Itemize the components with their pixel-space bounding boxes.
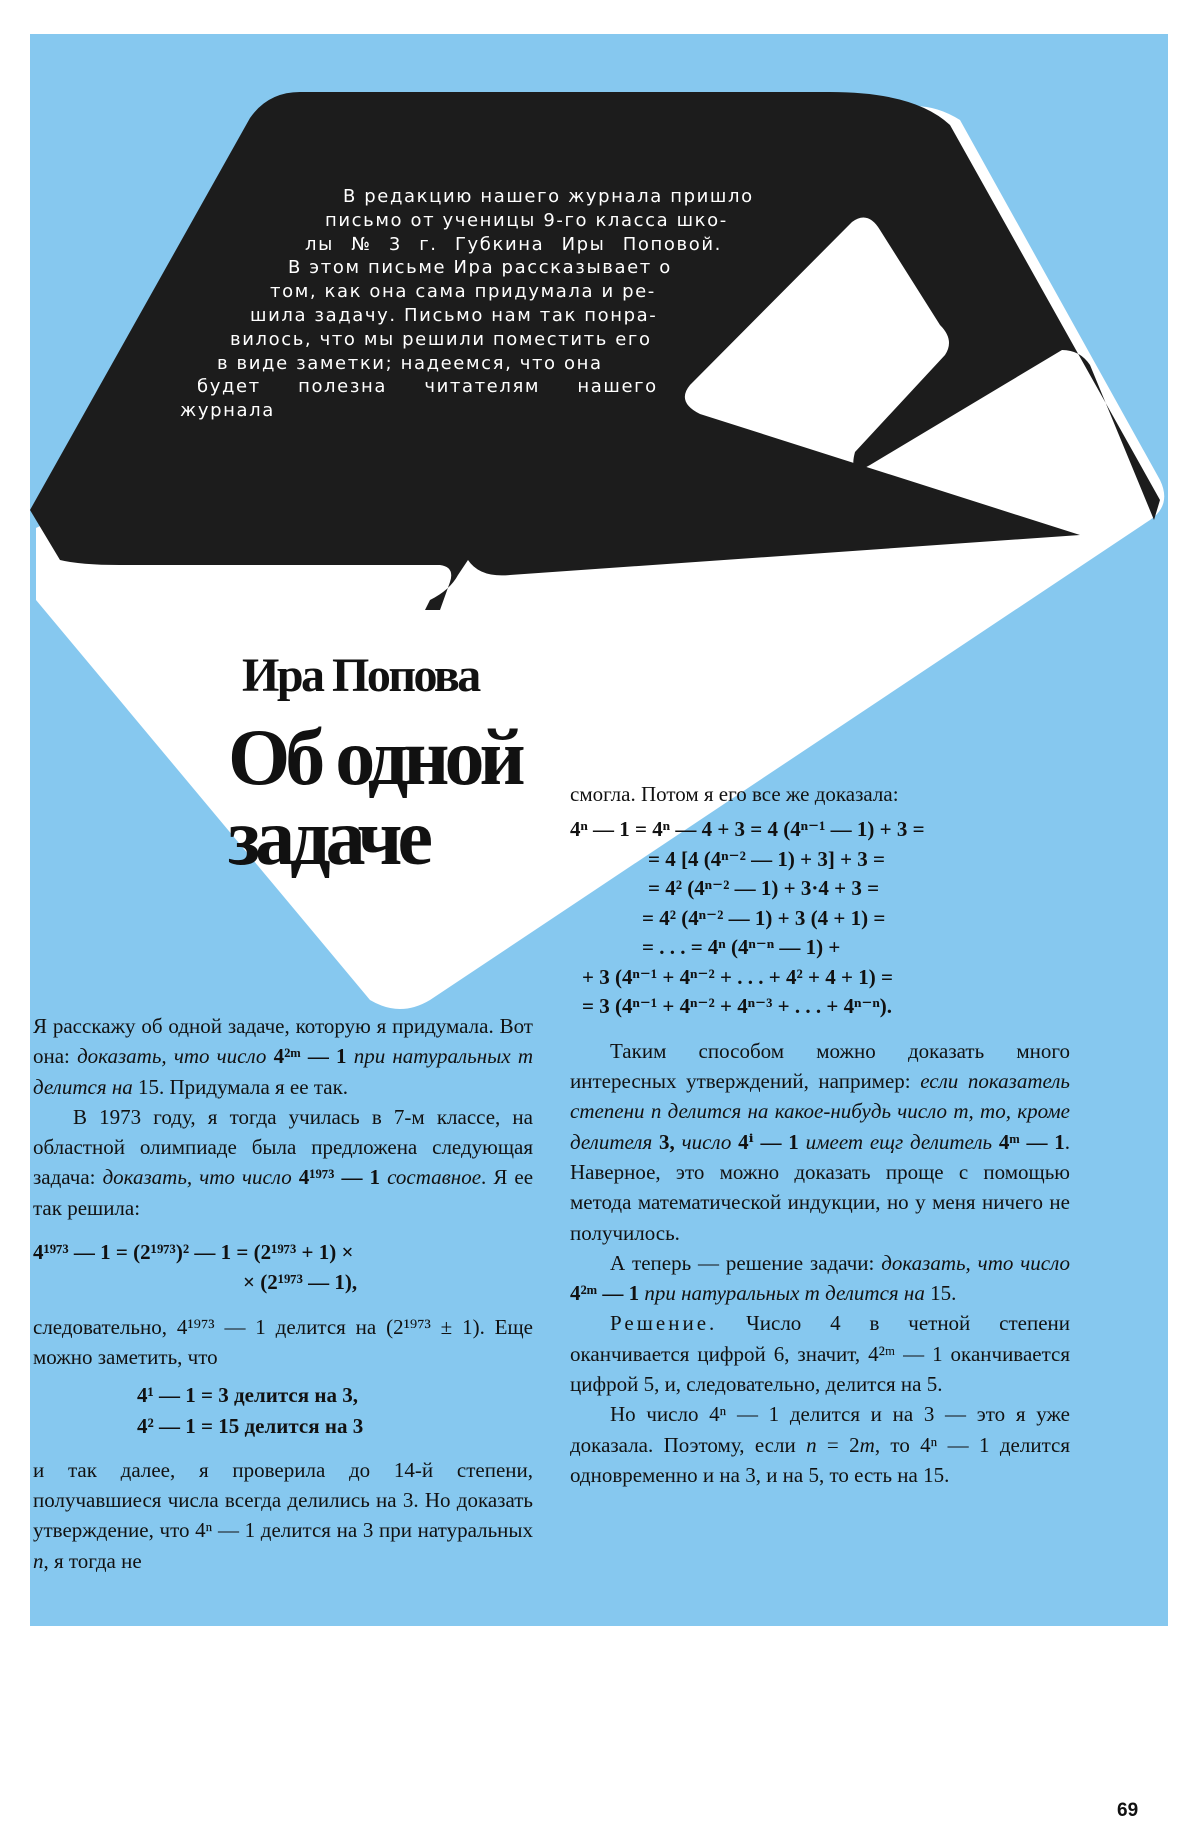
paragraph: смогла. Потом я его все же доказала:: [570, 782, 899, 806]
equation-line: = 3 (4ⁿ⁻¹ + 4ⁿ⁻² + 4ⁿ⁻³ + . . . + 4ⁿ⁻ⁿ).: [582, 994, 893, 1019]
title-line: Об одной: [228, 714, 521, 802]
equation-block: [570, 815, 1070, 1022]
intro-line: шила задачу. Письмо нам так понра-: [250, 304, 658, 326]
equation-line: = 4² (4ⁿ⁻² — 1) + 3 (4 + 1) =: [642, 905, 886, 930]
paragraph: Таким способом можно доказать много интересных утверждений, например: если показатель степени n делится на какое-нибудь число m, то, кроме делителя 3, число 4ⁱ — 1 имеет ещг делитель 4ᵐ — 1. Наверное, это можно доказать проще с помощью метода математической индукции, но у меня ничего не получилось.: [570, 1038, 1071, 1245]
title-line: задаче: [228, 794, 429, 882]
intro-text: [175, 185, 775, 423]
paragraph: следовательно, 4¹⁹⁷³ — 1 делится на (2¹⁹⁷³ ± 1). Еще можно заметить, что: [33, 1314, 533, 1369]
paragraph: А теперь — решение задачи: доказать, что число 4²ᵐ — 1 при натуральных m делится на 15.: [570, 1250, 1070, 1306]
equation-line: 4ⁿ — 1 = 4ⁿ — 4 + 3 = 4 (4ⁿ⁻¹ — 1) + 3 =: [570, 817, 925, 842]
equation-line: × (2¹⁹⁷³ — 1),: [243, 1270, 358, 1295]
equation-line: 4¹⁹⁷³ — 1 = (2¹⁹⁷³)² — 1 = (2¹⁹⁷³ + 1) ×: [33, 1240, 354, 1265]
intro-line: письмо от ученицы 9-го класса шко-: [325, 209, 728, 231]
paragraph: Я расскажу об одной задаче, которую я придумала. Вот она: доказать, что число 4²ᵐ — 1 при натуральных m делится на 15. Придумала я ее так.: [33, 1014, 533, 1099]
intro-line: вилось, что мы решили поместить его: [230, 328, 652, 350]
page-number: 69: [1117, 1800, 1139, 1821]
intro-line: том, как она сама придумала и ре-: [270, 281, 656, 303]
author-name: Ира Попова: [242, 649, 479, 702]
paragraph: Решение. Число 4 в четной степени оканчивается цифрой 6, значит, 4²ᵐ — 1 оканчивается цифрой 5, и, следовательно, делится на 5.: [570, 1311, 1070, 1397]
left-column: [33, 1011, 533, 1576]
right-column: [570, 779, 1070, 1490]
equation-block: [33, 1237, 533, 1298]
equation-line: = 4 [4 (4ⁿ⁻² — 1) + 3] + 3 =: [648, 846, 886, 871]
paragraph: и так далее, я проверила до 14-й степени, получавшиеся числа всегда делились на 3. Но доказать утверждение, что 4ⁿ — 1 делится на 3 при натуральных n, я тогда не: [33, 1457, 533, 1573]
paragraph: В 1973 году, я тогда училась в 7-м классе, на областной олимпиаде была предложена следующая задача: доказать, что число 4¹⁹⁷³ — 1 составное. Я ее так решила:: [33, 1104, 534, 1220]
intro-line: лы № 3 г. Губкина Иры Поповой.: [305, 233, 722, 255]
equation-block: [33, 1380, 533, 1441]
equation-line: 4¹ — 1 = 3 делится на 3,: [137, 1383, 358, 1408]
intro-line: журнала: [180, 400, 275, 422]
intro-line: В этом письме Ира рассказывает о: [288, 257, 672, 279]
article-title: [228, 714, 521, 882]
intro-line: будет полезна читателям нашего: [197, 376, 658, 398]
intro-line: В редакцию нашего журнала пришло: [343, 186, 754, 207]
equation-line: = 4² (4ⁿ⁻² — 1) + 3·4 + 3 =: [648, 876, 880, 901]
intro-line: в виде заметки; надеемся, что она: [217, 352, 603, 374]
equation-line: + 3 (4ⁿ⁻¹ + 4ⁿ⁻² + . . . + 4² + 4 + 1) =: [582, 964, 893, 989]
equation-line: = . . . = 4ⁿ (4ⁿ⁻ⁿ — 1) +: [642, 935, 841, 960]
equation-line: 4² — 1 = 15 делится на 3: [137, 1413, 364, 1438]
paragraph: Но число 4ⁿ — 1 делится и на 3 — это я уже доказала. Поэтому, если n = 2m, то 4ⁿ — 1 делится одновременно и на 3, и на 5, то есть на 15.: [570, 1402, 1071, 1487]
